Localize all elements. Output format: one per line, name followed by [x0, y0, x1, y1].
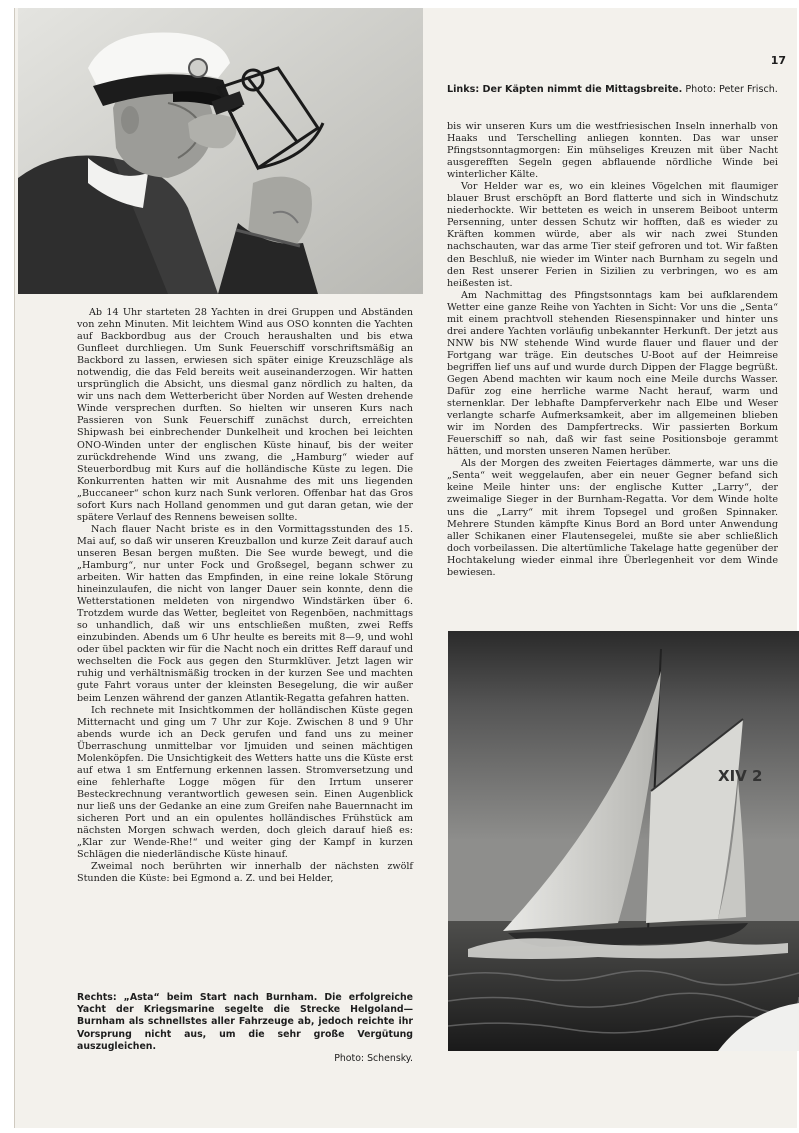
left-text-column	[77, 307, 413, 885]
right-paragraph-3: Am Nachmittag des Pfingstsonntags kam bei aufklarendem Wetter eine ganze Reihe von Yachten in Sicht: Vor uns die „Senta“ mit einem prachtvoll stehenden Riesenspinnaker und hinter uns drei andere Yachten vorläufig unbekannter Herkunft. Der jetzt aus NNW bis NW stehende Wind wurde flauer und flauer und der Fortgang war träge. Ein deutsches U-Boot auf der Heimreise begriffen lief uns auf und wurde durch Dippen der Flagge begrüßt. Gegen Abend machten wir kaum noch eine Meile durchs Wasser. Dafür zog eine herrliche warme Nacht herauf, warm und sternenklar. Der lebhafte Dampferverkehr nach Elbe und Weser verlangte scharfe Aufmerksamkeit, aber im allgemeinen blieben wir im Norden des Dampfertrecks. Wir passierten Borkum Feuerschiff so nah, daß wir fast seine Positionsboje gerammt hätten, und morsten unseren Namen herüber.	[447, 289, 778, 458]
left-paragraph-2: Nach flauer Nacht briste es in den Vormittagsstunden des 15. Mai auf, so daß wir unseren Kreuzballon und kurze Zeit darauf auch unseren Besan bergen mußten. Die See wurde bewegt, und die „Hamburg“, nur unter Fock und Großsegel, begann schwer zu arbeiten. Wir hatten das Empfinden, in eine reine lokale Störung hineinzulaufen, die nicht von langer Dauer sein konnte, denn die Wetterstationen meldeten von nirgendwo Windstärken über 6. Trotzdem wurde das Wetter, begleitet von Regenböen, nachmittags so unhandlich, daß wir uns entschließen mußten, zwei Reffs einzubinden. Abends um 6 Uhr heulte es bereits mit 8—9, und wohl oder übel packten wir für die Nacht noch ein drittes Reff darauf und wechselten die Fock aus gegen den Sturmklüver. Jetzt lagen wir ruhig und verhältnismäßig trocken in der kurzen See und machten gute Fahrt voraus unter der kleinsten Besegelung, die wir außer beim Lenzen während der ganzen Atlantik-Regatta gefahren hatten.	[77, 523, 413, 704]
right-paragraph-2: Vor Helder war es, wo ein kleines Vögelchen mit flaumiger blauer Brust erschöpft an Bord flatterte und sich in Windschutz niederhockte. Wir betteten es weich in unserem Beiboot unterm Persenning, unter dessen Schutz wir hofften, daß es wieder zu Kräften kommen würde, aber als wir nach zwei Stunden nachschauten, war das arme Tier steif gefroren und tot. Wir faßten den Beschluß, nie wieder im Winter nach Burnham zu segeln und den Rest unserer Ferien in Sizilien zu verbringen, wo es am heißesten ist.	[447, 181, 778, 289]
bottom-caption-text: Rechts: „Asta“ beim Start nach Burnham. Die erfolgreiche Yacht der Kriegsmarine segelte die Strecke Helgoland—Burnham als schnellstes aller Fahrzeuge ab, jedoch reichte ihr Vorsprung nicht aus, um die sehr große Vergütung auszugleichen.	[77, 992, 413, 1052]
left-paragraph-4: Zweimal noch berührten wir innerhalb der nächsten zwölf Stunden die Küste: bei Egmond a. Z. und bei Helder,	[77, 861, 413, 885]
top-caption-title: Links: Der Käpten nimmt die Mittagsbreite.	[447, 84, 683, 95]
bottom-caption-credit: Photo: Schensky.	[334, 1053, 413, 1065]
left-paragraph-3: Ich rechnete mit Insichtkommen der holländischen Küste gegen Mitternacht und ging um 7 Uhr zur Koje. Zwischen 8 und 9 Uhr abends wurde ich an Deck gerufen und fand uns zu meiner Überraschung unmittelbar vor Ijmuiden und seinen mächtigen Molenköpfen. Die Unsichtigkeit des Wetters hatte uns die Küste erst auf etwa 1 sm Entfernung erkennen lassen. Stromversetzung und eine fehlerhafte Logge mögen für den Irrtum unserer Besteckrechnung verantwortlich gewesen sein. Einen Augenblick nur ließ uns der Gedanke an eine zum Greifen nahe Bauernnacht im sicheren Port und an ein opulentes holländisches Frühstück am nächsten Morgen schwach werden, doch gleich darauf hieß es: „Klar zur Wende-Rhe!“ und weiter ging der Kampf in kurzen Schlägen die niederländische Küste hinauf.	[77, 704, 413, 861]
right-paragraph-4: Als der Morgen des zweiten Feiertages dämmerte, war uns die „Senta“ weit weggelaufen, aber ein neuer Gegner befand sich keine Meile hinter uns: der englische Kutter „Larry“, der zweimalige Sieger in der Burnham-Regatta. Vor dem Winde holte uns die „Larry“ mit ihrem Topsegel und großen Spinnaker. Mehrere Stunden kämpfte Kinus Bord an Bord unter Anwendung aller Schikanen einer Flautensegelei, mußte sie aber schließlich doch vorbeilassen. Die altertümliche Takelage hatte gegenüber der Hochtakelung wieder einmal ihre Überlegenheit vor dem Winde bewiesen.	[447, 458, 778, 578]
yacht-asta-photo	[448, 631, 799, 1051]
sail-number: XIV 2	[718, 767, 763, 785]
top-photo-caption	[447, 84, 797, 96]
right-text-column	[447, 121, 778, 579]
left-paragraph-1: Ab 14 Uhr starteten 28 Yachten in drei Gruppen und Abständen von zehn Minuten. Mit leichtem Wind aus OSO konnten die Yachten auf Backbordbug aus der Crouch heraushalten und bis etwa Gunfleet durchliegen. Um Sunk Feuerschiff vorschriftsmäßig an Backbord zu lassen, erwiesen sich später einige Kreuzschläge als notwendig, die das Feld bereits weit auseinanderzogen. Wir hatten ursprünglich die Absicht, uns diesmal ganz nördlich zu halten, da wir uns nach dem Wetterbericht über Norden auf Westen drehende Winde versprechen durften. So hielten wir unseren Kurs nach Passieren von Sunk Feuerschiff zunächst durch, erreichten Shipwash bei einbrechender Dunkelheit und krochen bei leichten ONO-Winden unter der englischen Küste hinauf, bis der weiter zurückdrehende Wind uns zwang, die „Hamburg“ wieder auf Steuerbordbug mit Kurs auf die holländische Küste zu legen. Die Konkurrenten hatten wir mit Ausnahme des mit uns liegenden „Buccaneer“ schon kurz nach Sunk verloren. Offenbar hat das Gros sofort Kurs nach Holland genommen und gut daran getan, wie der spätere Verlauf des Rennens beweisen sollte.	[77, 307, 413, 523]
top-caption-credit: Photo: Peter Frisch.	[685, 84, 778, 95]
bottom-photo-caption	[77, 992, 413, 1065]
page-number: 17	[770, 54, 786, 67]
right-paragraph-1: bis wir unseren Kurs um die westfriesischen Inseln innerhalb von Haaks und Terschelling anliegen konnten. Das war unser Pfingstsonntagmorgen: Ein mühseliges Kreuzen mit über Nacht ausgerefften Segeln gegen abflauende nördliche Winde bei winterlicher Kälte.	[447, 121, 778, 181]
captain-sextant-photo	[18, 8, 423, 294]
